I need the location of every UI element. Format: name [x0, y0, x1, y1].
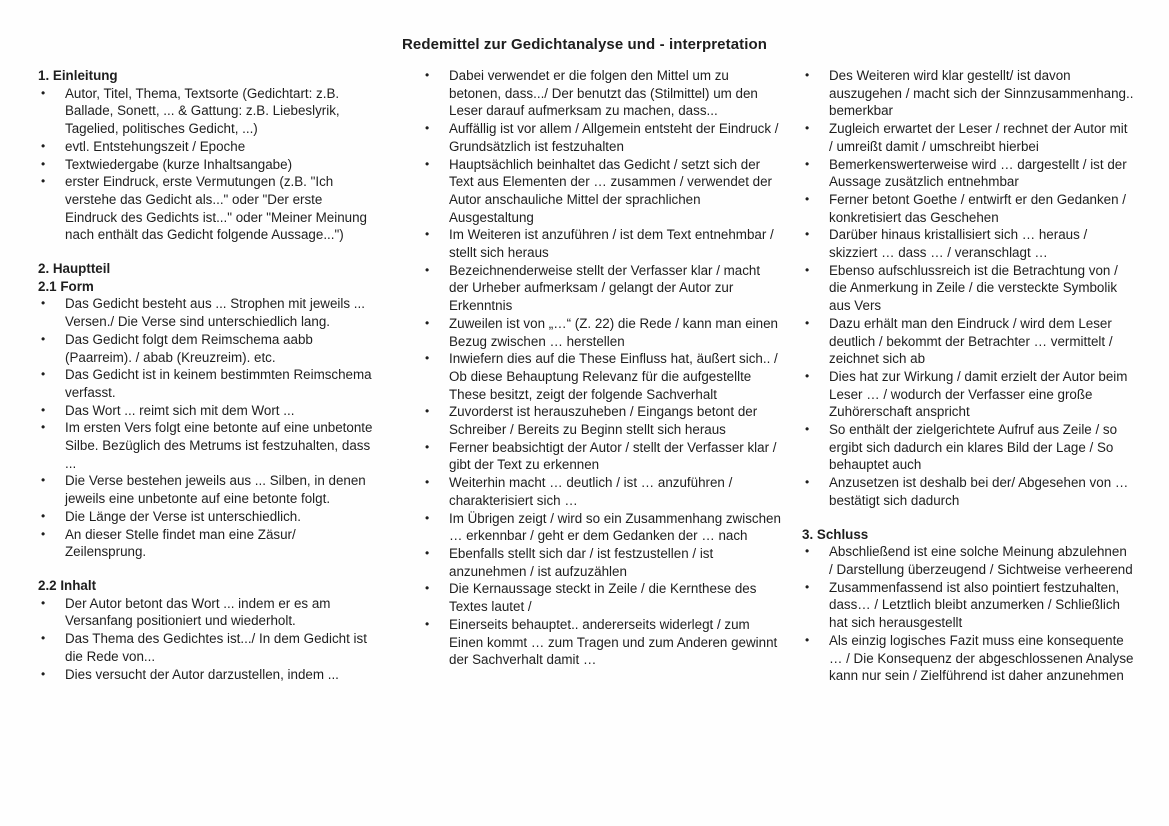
bullet-text: Zusammenfassend ist also pointiert festzuhalten, dass… / Letztlich bleibt anzumerken / Schließlich hat sich herausgestellt: [829, 579, 1121, 631]
bullet-text: Autor, Titel, Thema, Textsorte (Gedichtart: z.B. Ballade, Sonett, ... & Gattung: z.B. Liebeslyrik, Tagelied, politisches Gedicht, ...): [65, 85, 340, 137]
bullet-text: Des Weiteren wird klar gestellt/ ist davon auszugehen / macht sich der Sinnzusammenhang.. bemerkbar: [829, 68, 1134, 119]
bullet-icon: •: [41, 473, 46, 488]
bullet-icon: •: [425, 510, 430, 525]
bullet-icon: •: [805, 475, 810, 490]
section-heading: 2.1 Form: [38, 278, 94, 294]
list-item: [802, 474, 1134, 509]
bullet-icon: •: [805, 315, 810, 330]
list-item: [422, 510, 782, 545]
list-item: [802, 368, 1134, 421]
bullet-icon: •: [805, 68, 810, 82]
section-spacer: [802, 510, 1134, 526]
list-item: [38, 156, 374, 174]
bullet-icon: •: [41, 174, 46, 189]
list-item: [802, 543, 1134, 578]
bullet-text: Weiterhin macht … deutlich / ist … anzuführen / charakterisiert sich …: [449, 475, 733, 508]
bullet-text: Im Übrigen zeigt / wird so ein Zusammenhang zwischen … erkennbar / geht er dem Gedanken der … nach: [449, 510, 781, 544]
bullet-text: Ebenfalls stellt sich dar / ist festzustellen / ist anzunehmen / ist aufzuzählen: [449, 545, 714, 579]
list-item: [38, 85, 374, 138]
bullet-icon: •: [41, 296, 46, 311]
list-item: [422, 439, 782, 474]
bullet-icon: •: [425, 581, 430, 596]
bullet-icon: •: [805, 579, 810, 594]
list-item: [422, 156, 782, 227]
section-spacer: [38, 561, 374, 577]
bullet-text: Abschließend ist eine solche Meinung abzulehnen / Darstellung überzeugend / Sichtweise verheerend: [829, 544, 1133, 577]
list-item: [802, 262, 1134, 315]
bullet-text: Das Gedicht besteht aus ... Strophen mit jeweils ... Versen./ Die Verse sind unterschiedlich lang.: [65, 296, 365, 330]
list-item: [38, 295, 374, 330]
bullet-text: Zuvorderst ist herauszuheben / Eingangs betont der Schreiber / Bereits zu Beginn stellt sich heraus: [449, 404, 758, 438]
bullet-icon: •: [41, 595, 46, 610]
list-item: [38, 472, 374, 507]
list-item: [802, 120, 1134, 155]
bullet-icon: •: [805, 121, 810, 136]
bullet-icon: •: [41, 85, 46, 100]
section-spacer: [38, 244, 374, 260]
bullet-text: erster Eindruck, erste Vermutungen (z.B. "Ich verstehe das Gedicht als..." oder "Der erste Eindruck des Gedichts ist..." oder "Meiner Meinung nach enthält das Gedicht folgende Aussage..."): [65, 174, 368, 243]
list-item: [422, 120, 782, 155]
list-item: [422, 350, 782, 403]
list-item: [38, 331, 374, 366]
section-heading: 1. Einleitung: [38, 68, 118, 83]
bullet-icon: •: [425, 262, 430, 277]
bullet-text: Anzusetzen ist deshalb bei der/ Abgesehen von … bestätigt sich dadurch: [829, 475, 1129, 508]
list-item: [802, 579, 1134, 632]
bullet-icon: •: [41, 156, 46, 171]
bullet-text: Dies hat zur Wirkung / damit erzielt der Autor beim Leser … / wodurch der Verfasser eine große Zuhörerschaft anspricht: [829, 368, 1128, 420]
bullet-text: Das Thema des Gedichtes ist.../ In dem Gedicht ist die Rede von...: [65, 631, 367, 664]
list-item: [802, 156, 1134, 191]
list-item: [422, 545, 782, 580]
bullet-icon: •: [425, 227, 430, 242]
bullet-icon: •: [425, 315, 430, 330]
bullet-text: Dies versucht der Autor darzustellen, indem ...: [65, 666, 339, 682]
bullet-text: Die Länge der Verse ist unterschiedlich.: [65, 508, 301, 524]
bullet-text: Bezeichnenderweise stellt der Verfasser klar / macht der Urheber aufmerksam / gelangt der Autor zur Erkenntnis: [449, 262, 761, 314]
bullet-text: Im Weiteren ist anzuführen / ist dem Text entnehmbar / stellt sich heraus: [449, 227, 774, 261]
list-item: [38, 402, 374, 420]
bullet-text: evtl. Entstehungszeit / Epoche: [65, 138, 246, 154]
list-item: [38, 630, 374, 665]
list-item: [422, 226, 782, 261]
bullet-text: Darüber hinaus kristallisiert sich … heraus / skizziert … dass … / veranschlagt …: [829, 227, 1088, 261]
section-heading: 3. Schluss: [802, 526, 869, 542]
list-item: [422, 403, 782, 438]
list-item: [38, 666, 374, 684]
list-item: [38, 173, 374, 244]
bullet-icon: •: [805, 227, 810, 242]
bullet-text: Die Verse bestehen jeweils aus ... Silben, in denen jeweils eine unbetonte auf eine betonte folgt.: [65, 473, 366, 507]
list-item: [38, 138, 374, 156]
bullet-text: Zuweilen ist von „…“ (Z. 22) die Rede / kann man einen Bezug zwischen … herstellen: [449, 315, 778, 349]
bullet-text: Bemerkenswerterweise wird … dargestellt / ist der Aussage zusätzlich entnehmbar: [829, 156, 1127, 190]
text-column-3: [802, 67, 1134, 685]
bullet-icon: •: [41, 331, 46, 346]
list-item: [802, 421, 1134, 474]
bullet-text: So enthält der zielgerichtete Aufruf aus Zeile / so ergibt sich dadurch ein klares Bild der Lage / So behauptet auch: [829, 422, 1118, 473]
bullet-icon: •: [41, 526, 46, 541]
bullet-text: Im ersten Vers folgt eine betonte auf eine unbetonte Silbe. Bezüglich des Metrums ist festzuhalten, dass ...: [65, 420, 373, 471]
list-item: [422, 262, 782, 315]
bullet-icon: •: [41, 402, 46, 417]
list-item: [802, 191, 1134, 226]
list-item: [38, 595, 374, 630]
bullet-text: Dabei verwendet er die folgen den Mittel um zu betonen, dass.../ Der benutzt das (Stilmittel) um den Leser darauf aufmerksam zu machen, dass...: [449, 68, 758, 119]
bullet-text: Textwiedergabe (kurze Inhaltsangabe): [65, 156, 293, 172]
bullet-icon: •: [425, 439, 430, 454]
bullet-text: Das Wort ... reimt sich mit dem Wort ...: [65, 402, 295, 418]
bullet-icon: •: [425, 616, 430, 631]
list-item: [38, 508, 374, 526]
bullet-icon: •: [425, 121, 430, 136]
section-heading: 2. Hauptteil: [38, 261, 111, 277]
bullet-icon: •: [805, 544, 810, 559]
bullet-icon: •: [425, 68, 430, 82]
bullet-text: Der Autor betont das Wort ... indem er es am Versanfang positioniert und wiederholt.: [65, 595, 331, 629]
bullet-text: Ferner betont Goethe / entwirft er den Gedanken / konkretisiert das Geschehen: [829, 191, 1127, 225]
bullet-icon: •: [805, 632, 810, 647]
bullet-icon: •: [425, 351, 430, 366]
bullet-text: Die Kernaussage steckt in Zeile / die Kernthese des Textes lautet /: [449, 581, 757, 615]
bullet-icon: •: [425, 475, 430, 490]
list-item: [38, 526, 374, 561]
list-item: [422, 616, 782, 669]
bullet-text: Zugleich erwartet der Leser / rechnet der Autor mit / umreißt damit / umschreibt hierbei: [829, 121, 1128, 154]
bullet-text: Dazu erhält man den Eindruck / wird dem Leser deutlich / bekommt der Betrachter … vermittelt / zeichnet sich ab: [829, 315, 1113, 367]
bullet-icon: •: [41, 420, 46, 435]
bullet-icon: •: [805, 191, 810, 206]
list-item: [802, 632, 1134, 685]
bullet-icon: •: [805, 422, 810, 437]
bullet-icon: •: [805, 368, 810, 383]
bullet-text: An dieser Stelle findet man eine Zäsur/ Zeilensprung.: [65, 526, 296, 560]
list-item: [422, 67, 782, 120]
text-column-1: [38, 67, 374, 683]
bullet-icon: •: [41, 631, 46, 646]
bullet-text: Ebenso aufschlussreich ist die Betrachtung von / die Anmerkung in Zeile / die versteckte Symbolik aus Vers: [829, 262, 1118, 314]
list-item: [38, 366, 374, 401]
bullet-text: Als einzig logisches Fazit muss eine konsequente … / Die Konsequenz der abgeschlossenen Analyse kann nur sein / Zielführend ist daher anzunehmen: [829, 632, 1134, 684]
bullet-icon: •: [425, 404, 430, 419]
bullet-icon: •: [41, 508, 46, 523]
list-item: [802, 226, 1134, 261]
bullet-icon: •: [41, 666, 46, 681]
list-item: [422, 580, 782, 615]
bullet-icon: •: [425, 156, 430, 171]
page-title: Redemittel zur Gedichtanalyse und - interpretation: [401, 36, 768, 53]
list-item: [802, 67, 1134, 120]
bullet-icon: •: [425, 545, 430, 560]
list-item: [422, 315, 782, 350]
bullet-text: Ferner beabsichtigt der Autor / stellt der Verfasser klar / gibt der Text zu erkennen: [449, 439, 777, 473]
section-heading: 2.2 Inhalt: [38, 577, 97, 593]
bullet-text: Das Gedicht ist in keinem bestimmten Reimschema verfasst.: [65, 367, 372, 400]
bullet-icon: •: [41, 138, 46, 153]
bullet-text: Hauptsächlich beinhaltet das Gedicht / setzt sich der Text aus Elementen der … zusammen / verwendet der Autor anschauliche Mittel der sprachlichen Ausgestaltung: [449, 156, 773, 225]
bullet-text: Einerseits behauptet.. andererseits widerlegt / zum Einen kommt … zum Tragen und zum Anderen gewinnt der Sachverhalt damit …: [449, 616, 778, 668]
list-item: [38, 419, 374, 472]
list-item: [422, 474, 782, 509]
bullet-icon: •: [41, 367, 46, 382]
bullet-icon: •: [805, 156, 810, 171]
list-item: [802, 315, 1134, 368]
bullet-icon: •: [805, 262, 810, 277]
bullet-text: Auffällig ist vor allem / Allgemein entsteht der Eindruck / Grundsätzlich ist festzuhalten: [449, 121, 779, 154]
bullet-text: Das Gedicht folgt dem Reimschema aabb (Paarreim). / abab (Kreuzreim). etc.: [65, 331, 313, 365]
text-column-2: [422, 67, 782, 669]
bullet-text: Inwiefern dies auf die These Einfluss hat, äußert sich.. / Ob diese Behauptung Relevanz für die aufgestellte These besitzt, zeigt der folgende Sachverhalt: [449, 351, 778, 402]
